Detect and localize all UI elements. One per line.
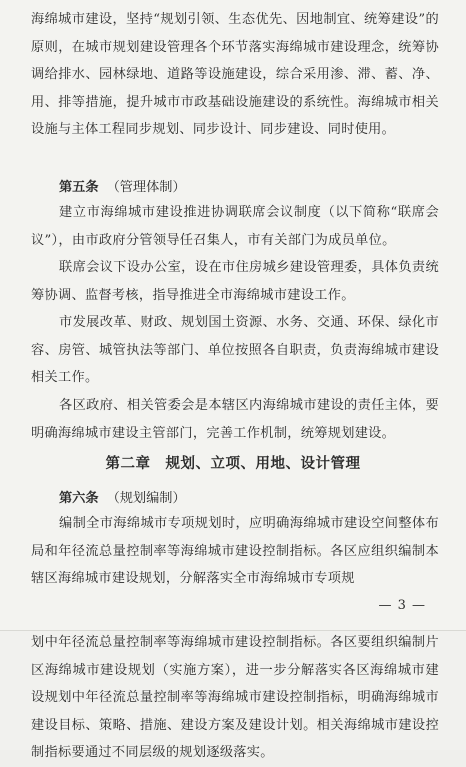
intro-paragraph: 海绵城市建设，坚持“规划引领、生态优先、因地制宜、统筹建设”的原则，在城市规划建设管理各个环节落实海绵城市建设理念，统筹协调给排水、园林绿地、道路等设施建设，综合采用渗、滞、蓄、净、用、排等措施，提升城市市政基础设施建设的系统性。海绵城市相关设施与主体工程同步规划、同步设计、同步建设、同时使用。 (31, 12, 439, 138)
article-6-heading (59, 489, 186, 509)
page-number: — 3 — (378, 598, 426, 613)
chapter-2-heading: 第二章 规划、立项、用地、设计管理 (105, 456, 361, 472)
document-page-4 (0, 630, 466, 761)
article-5-paragraph-2: 联席会议下设办公室，设在市住房城乡建设管理委，具体负责统筹协调、监督考核，指导推进全市海绵城市建设工作。 (31, 260, 439, 303)
article-6-paragraph-1-continued: 划中年径流总量控制率等海绵城市建设控制指标。各区要组织编制片区海绵城市建设规划（实施方案），进一步分解落实各区海绵城市建设规划中年径流总量控制率等海绵城市建设控制指标，明确海绵城市建设目标、策略、措施、建设方案及建设计划。相关海绵城市建设控制指标要通过不同层级的规划逐级落实。 (31, 635, 439, 761)
article-5-title: （管理体制） (106, 180, 186, 195)
article-6-title: （规划编制） (106, 491, 186, 506)
article-6-paragraph-1: 编制全市海绵城市专项规划时，应明确海绵城市建设空间整体布局和年径流总量控制率等海绵城市建设控制指标。各区应组织编制本辖区海绵城市建设规划，分解落实全市海绵城市专项规 (31, 516, 439, 587)
article-5-label: 第五条 (59, 180, 99, 195)
article-5-paragraph-3: 市发展改革、财政、规划国土资源、水务、交通、环保、绿化市容、房管、城管执法等部门、单位按照各自职责，负责海绵城市建设相关工作。 (31, 315, 439, 386)
article-5-paragraph-1: 建立市海绵城市建设推进协调联席会议制度（以下简称“联席会议”），由市政府分管领导任召集人，市有关部门为成员单位。 (31, 205, 439, 248)
article-5-paragraph-4: 各区政府、相关管委会是本辖区内海绵城市建设的责任主体，要明确海绵城市建设主管部门，完善工作机制，统筹规划建设。 (31, 398, 439, 441)
article-6-label: 第六条 (59, 491, 99, 506)
article-5-heading (59, 178, 186, 198)
